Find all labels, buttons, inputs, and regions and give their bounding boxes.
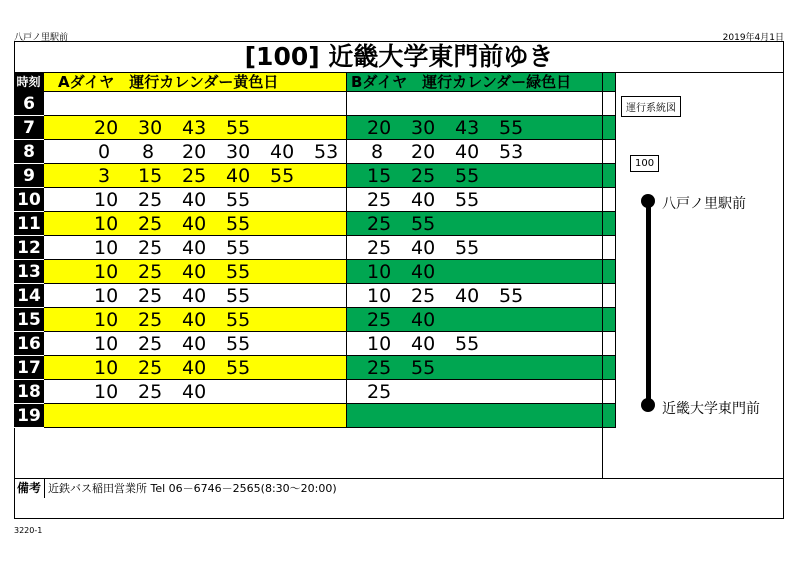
- departure-minute: 10: [94, 357, 119, 379]
- hour-cell: 7: [14, 116, 44, 140]
- departure-minute: 40: [182, 357, 207, 379]
- departure-minute: 25: [182, 165, 207, 187]
- departure-minute: 25: [138, 261, 163, 283]
- departure-minute: 25: [138, 381, 163, 403]
- table-row: [14, 404, 602, 428]
- departure-minute: 40: [182, 309, 207, 331]
- table-row: [14, 164, 602, 188]
- departure-minute: 55: [499, 285, 524, 307]
- departure-minute: 10: [94, 237, 119, 259]
- departure-minute: 40: [226, 165, 251, 187]
- departure-minute: 10: [367, 333, 392, 355]
- departure-minute: 25: [138, 357, 163, 379]
- departure-minute: 40: [182, 333, 207, 355]
- departure-minute: 10: [94, 333, 119, 355]
- notes-label: 備考: [14, 479, 45, 498]
- a-minutes-cell: [44, 356, 347, 380]
- table-row: [14, 284, 602, 308]
- departure-minute: 8: [142, 141, 155, 163]
- b-minutes-cell: [347, 380, 616, 404]
- a-minutes-cell: [44, 236, 347, 260]
- hour-cell: 14: [14, 284, 44, 308]
- b-minutes-cell: [347, 260, 616, 284]
- a-minutes-cell: [44, 380, 347, 404]
- departure-minute: 25: [411, 165, 436, 187]
- departure-minute: 25: [138, 309, 163, 331]
- issue-date: 2019年4月1日: [722, 33, 784, 43]
- departure-minute: 10: [94, 213, 119, 235]
- hour-cell: 15: [14, 308, 44, 332]
- departure-minute: 25: [367, 213, 392, 235]
- b-minutes-cell: [347, 356, 616, 380]
- departure-minute: 10: [94, 381, 119, 403]
- departure-minute: 53: [499, 141, 524, 163]
- departure-minute: 40: [182, 237, 207, 259]
- departure-minute: 40: [182, 285, 207, 307]
- departure-minute: 55: [226, 309, 251, 331]
- departure-minute: 15: [367, 165, 392, 187]
- table-row: [14, 260, 602, 284]
- departure-minute: 25: [367, 357, 392, 379]
- a-minutes-cell: [44, 308, 347, 332]
- hour-cell: 17: [14, 356, 44, 380]
- table-row: [14, 236, 602, 260]
- departure-minute: 55: [270, 165, 295, 187]
- departure-minute: 25: [138, 189, 163, 211]
- departure-minute: 15: [138, 165, 163, 187]
- b-minutes-cell: [347, 116, 616, 140]
- departure-minute: 55: [411, 213, 436, 235]
- hour-column-header: 時刻: [14, 73, 44, 92]
- hour-cell: 9: [14, 164, 44, 188]
- hour-cell: 16: [14, 332, 44, 356]
- table-row: [14, 308, 602, 332]
- departure-minute: 10: [94, 261, 119, 283]
- departure-minute: 20: [94, 117, 119, 139]
- a-minutes-cell: [44, 188, 347, 212]
- departure-minute: 25: [138, 237, 163, 259]
- departure-minute: 55: [226, 213, 251, 235]
- departure-minute: 55: [226, 261, 251, 283]
- departure-minute: 55: [499, 117, 524, 139]
- b-minutes-cell: [347, 236, 616, 260]
- table-row: [14, 332, 602, 356]
- b-schedule-header: Bダイヤ 運行カレンダー緑色日: [347, 73, 616, 92]
- departure-minute: 30: [138, 117, 163, 139]
- departure-minute: 25: [367, 189, 392, 211]
- departure-minute: 55: [455, 165, 480, 187]
- a-minutes-cell: [44, 164, 347, 188]
- departure-minute: 25: [367, 381, 392, 403]
- departure-minute: 40: [411, 309, 436, 331]
- page-title: [100] 近畿大学東門前ゆき: [244, 42, 554, 71]
- start-stop-label: 八戸ノ里駅前: [662, 196, 746, 212]
- departure-minute: 8: [371, 141, 384, 163]
- departure-minute: 40: [182, 213, 207, 235]
- departure-minute: 40: [270, 141, 295, 163]
- a-schedule-header: Aダイヤ 運行カレンダー黄色日: [44, 73, 347, 92]
- departure-minute: 40: [455, 285, 480, 307]
- departure-minute: 40: [411, 189, 436, 211]
- departure-minute: 10: [94, 285, 119, 307]
- departure-minute: 25: [138, 333, 163, 355]
- departure-minute: 25: [367, 237, 392, 259]
- table-row: [14, 380, 602, 404]
- b-minutes-cell: [347, 140, 616, 164]
- table-row: [14, 140, 602, 164]
- departure-minute: 55: [226, 285, 251, 307]
- b-minutes-cell: [347, 164, 616, 188]
- departure-minute: 20: [182, 141, 207, 163]
- departure-minute: 3: [98, 165, 111, 187]
- departure-minute: 40: [182, 261, 207, 283]
- departure-minute: 25: [411, 285, 436, 307]
- table-row: [14, 356, 602, 380]
- departure-minute: 43: [182, 117, 207, 139]
- departure-minute: 10: [367, 261, 392, 283]
- b-minutes-cell: [347, 284, 616, 308]
- hour-cell: 19: [14, 404, 44, 428]
- hour-cell: 8: [14, 140, 44, 164]
- hour-cell: 13: [14, 260, 44, 284]
- departure-minute: 55: [226, 117, 251, 139]
- table-row: [14, 116, 602, 140]
- b-minutes-cell: [347, 404, 616, 428]
- start-stop-dot: [641, 194, 655, 208]
- stop-name: 八戸ノ里駅前: [14, 33, 69, 43]
- departure-minute: 10: [367, 285, 392, 307]
- a-minutes-cell: [44, 404, 347, 428]
- departure-minute: 20: [367, 117, 392, 139]
- b-minutes-cell: [347, 92, 616, 116]
- departure-minute: 55: [455, 189, 480, 211]
- a-minutes-cell: [44, 284, 347, 308]
- a-minutes-cell: [44, 140, 347, 164]
- departure-minute: 25: [138, 285, 163, 307]
- departure-minute: 43: [455, 117, 480, 139]
- departure-minute: 53: [314, 141, 339, 163]
- table-row: [14, 188, 602, 212]
- departure-minute: 55: [226, 189, 251, 211]
- end-stop-dot: [641, 398, 655, 412]
- hour-cell: 11: [14, 212, 44, 236]
- departure-minute: 25: [138, 213, 163, 235]
- end-stop-label: 近畿大学東門前: [662, 401, 760, 417]
- departure-minute: 10: [94, 309, 119, 331]
- a-minutes-cell: [44, 332, 347, 356]
- a-minutes-cell: [44, 116, 347, 140]
- hour-cell: 10: [14, 188, 44, 212]
- departure-minute: 55: [411, 357, 436, 379]
- departure-minute: 55: [455, 333, 480, 355]
- route-number-badge: 100: [630, 155, 659, 172]
- departure-minute: 30: [226, 141, 251, 163]
- b-minutes-cell: [347, 188, 616, 212]
- b-minutes-cell: [347, 212, 616, 236]
- route-diagram-label: 運行系統図: [621, 96, 681, 117]
- hour-cell: 6: [14, 92, 44, 116]
- departure-minute: 55: [226, 357, 251, 379]
- departure-minute: 55: [226, 237, 251, 259]
- table-row: [14, 212, 602, 236]
- title-row: [14, 41, 784, 73]
- a-minutes-cell: [44, 92, 347, 116]
- departure-minute: 40: [411, 333, 436, 355]
- departure-minute: 30: [411, 117, 436, 139]
- departure-minute: 10: [94, 189, 119, 211]
- b-minutes-cell: [347, 332, 616, 356]
- hour-cell: 18: [14, 380, 44, 404]
- notes-text: 近鉄バス稲田営業所 Tel 06－6746－2565(8:30～20:00): [48, 482, 337, 495]
- departure-minute: 0: [98, 141, 111, 163]
- departure-minute: 55: [455, 237, 480, 259]
- a-minutes-cell: [44, 260, 347, 284]
- b-minutes-cell: [347, 308, 616, 332]
- footer-code: 3220-1: [14, 526, 43, 535]
- departure-minute: 40: [411, 261, 436, 283]
- departure-minute: 40: [455, 141, 480, 163]
- table-row: [14, 92, 602, 116]
- departure-minute: 25: [367, 309, 392, 331]
- departure-minute: 40: [182, 189, 207, 211]
- notes-row: [14, 478, 784, 498]
- departure-minute: 55: [226, 333, 251, 355]
- hour-cell: 12: [14, 236, 44, 260]
- route-line: [646, 200, 651, 405]
- departure-minute: 20: [411, 141, 436, 163]
- departure-minute: 40: [182, 381, 207, 403]
- a-minutes-cell: [44, 212, 347, 236]
- departure-minute: 40: [411, 237, 436, 259]
